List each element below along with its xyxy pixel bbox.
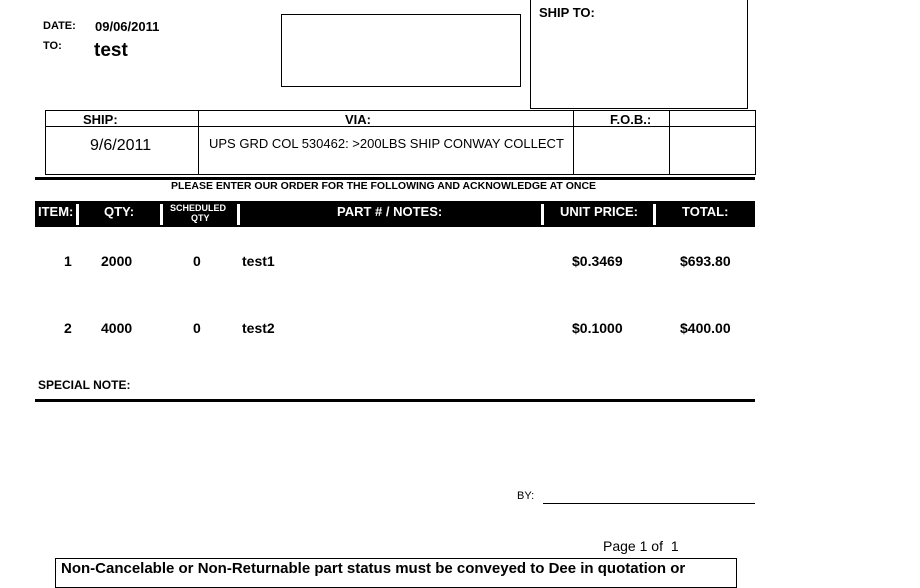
row-2-total: $400.00	[680, 320, 731, 336]
col-item-header: ITEM:	[38, 204, 74, 219]
header-separator	[237, 204, 240, 225]
date-value: 09/06/2011	[95, 19, 160, 34]
row-2-unit-price: $0.1000	[572, 320, 623, 336]
header-separator	[653, 204, 656, 225]
fob-label: F.O.B.:	[610, 112, 652, 127]
col-scheduled-header-line2: QTY	[191, 213, 210, 223]
row-1-part: test1	[242, 253, 275, 269]
shipping-col-divider	[669, 110, 670, 175]
via-label: VIA:	[345, 112, 371, 127]
row-1-total: $693.80	[680, 253, 731, 269]
to-value: test	[94, 40, 128, 61]
col-part-header: PART # / NOTES:	[337, 204, 443, 219]
header-blank-box	[281, 14, 521, 87]
page-of-label: of	[651, 538, 663, 554]
to-label: TO:	[43, 40, 62, 52]
order-instruction: PLEASE ENTER OUR ORDER FOR THE FOLLOWING AND ACKNOWLEDGE AT ONCE	[171, 180, 597, 192]
header-separator	[160, 204, 163, 225]
page-total: 1	[670, 538, 679, 554]
shipping-col-divider	[573, 110, 574, 175]
special-note-rule	[35, 399, 755, 402]
row-2-item: 2	[64, 320, 72, 336]
by-label: BY:	[517, 490, 535, 502]
ship-date-value: 9/6/2011	[90, 137, 152, 154]
signature-line	[543, 503, 755, 504]
header-separator	[76, 204, 79, 225]
row-1-unit-price: $0.3469	[572, 253, 623, 269]
row-2-part: test2	[242, 320, 275, 336]
col-scheduled-header-line1: SCHEDULED	[170, 203, 227, 213]
row-2-scheduled: 0	[193, 320, 201, 336]
shipping-col-divider	[198, 110, 199, 175]
date-label: DATE:	[43, 20, 76, 32]
header-separator	[541, 204, 544, 225]
row-1-item: 1	[64, 253, 72, 269]
footer-notice: Non-Cancelable or Non-Returnable part status must be conveyed to Dee in quotation or	[61, 560, 686, 577]
row-2-qty: 4000	[101, 320, 133, 336]
via-value: UPS GRD COL 530462: >200LBS SHIP CONWAY COLLECT	[209, 136, 564, 151]
col-total-header: TOTAL:	[682, 204, 729, 219]
row-1-scheduled: 0	[193, 253, 201, 269]
ship-to-label: SHIP TO:	[539, 5, 595, 20]
page-number	[603, 538, 679, 554]
col-qty-header: QTY:	[104, 204, 135, 219]
page-label: Page	[603, 538, 636, 554]
row-1-qty: 2000	[101, 253, 133, 269]
page-current: 1	[639, 538, 648, 554]
special-note-label: SPECIAL NOTE:	[38, 378, 131, 392]
ship-label: SHIP:	[83, 112, 118, 127]
col-unit-price-header: UNIT PRICE:	[560, 204, 638, 219]
